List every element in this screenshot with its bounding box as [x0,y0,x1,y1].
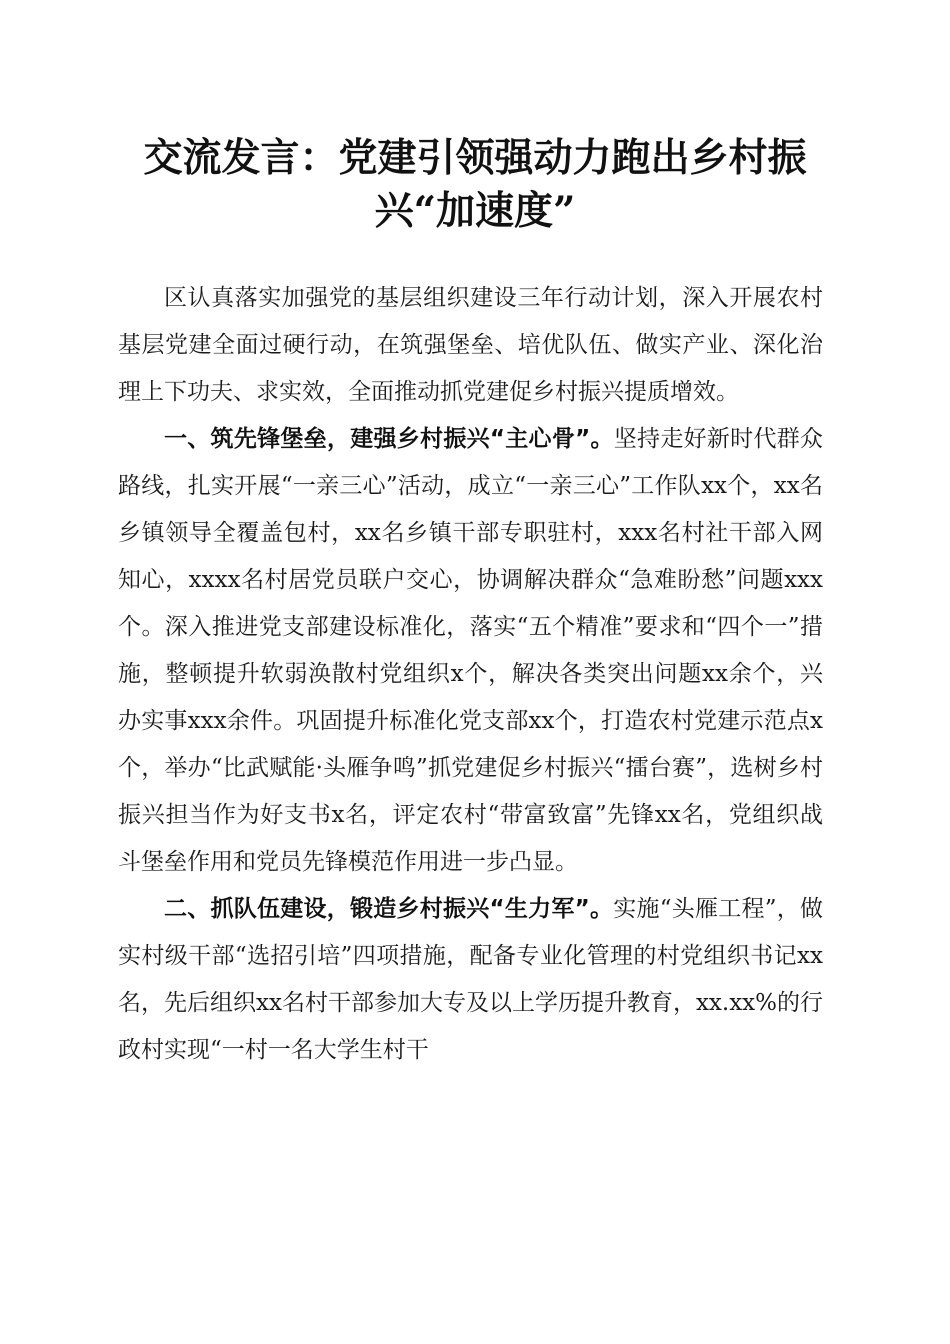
section-heading: 一、筑先锋堡垒，建强乡村振兴“主心骨”。 [164,426,614,452]
section-paragraph [118,416,823,886]
document-title: 交流发言：党建引领强动力跑出乡村振兴“加速度” [143,135,807,234]
section-body: 坚持走好新时代群众路线，扎实开展“一亲三心”活动，成立“一亲三心”工作队xx个，xx名乡镇领导全覆盖包村，xx名乡镇干部专职驻村，xxx名村社干部入网知心，xxxx名村居党员联户交心，协调解决群众“急难盼愁”问题xxx个。深入推进党支部建设标准化，落实“五个精准”要求和“四个一”措施，整顿提升软弱涣散村党组织x个，解决各类突出问题xx余个，兴办实事xxx余件。巩固提升标准化党支部xx个，打造农村党建示范点x个，举办“比武赋能·头雁争鸣”抓党建促乡村振兴“擂台赛”，选树乡村振兴担当作为好支书x名，评定农村“带富致富”先锋xx名，党组织战斗堡垒作用和党员先锋模范作用进一步凸显。 [118,426,823,875]
section-paragraph [118,886,823,1074]
section-body: 实施“头雁工程”，做实村级干部“选招引培”四项措施，配备专业化管理的村党组织书记xx名，先后组织xx名村干部参加大专及以上学历提升教育，xx.xx%的行政村实现“一村一名大学生村干 [118,896,823,1063]
section-heading: 二、抓队伍建设，锻造乡村振兴“生力军”。 [164,896,614,922]
document-body [118,275,823,1074]
intro-paragraph: 区认真落实加强党的基层组织建设三年行动计划，深入开展农村基层党建全面过硬行动，在筑强堡垒、培优队伍、做实产业、深化治理上下功夫、求实效，全面推动抓党建促乡村振兴提质增效。 [118,285,823,405]
